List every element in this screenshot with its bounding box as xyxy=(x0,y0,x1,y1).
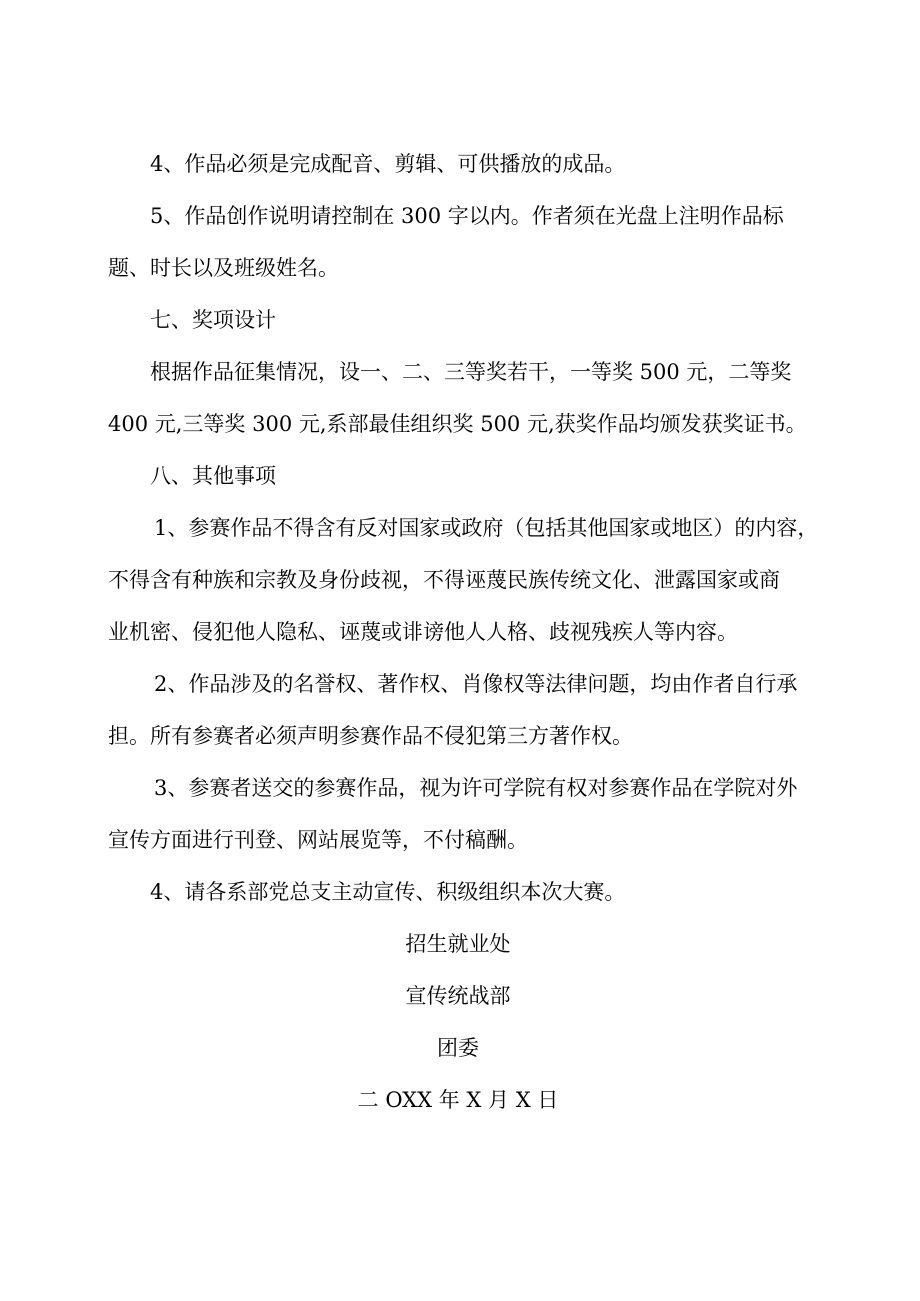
signature-org-publicity: 宣传统战部 xyxy=(405,984,511,1008)
document-body xyxy=(108,138,819,1126)
item-5-line-2: 题、时长以及班级姓名。 xyxy=(108,256,339,280)
other-item-1-line-1: 1、参赛作品不得含有反对国家或政府（包括其他国家或地区）的内容， xyxy=(154,516,819,540)
other-item-3-line-1: 3、参赛者送交的参赛作品，视为许可学院有权对参赛作品在学院对外 xyxy=(154,776,798,800)
other-item-3-line-2: 宣传方面进行刊登、网站展览等，不付稿酬。 xyxy=(108,828,528,852)
section-7-heading: 七、奖项设计 xyxy=(150,308,276,332)
awards-line-2: 400 元,三等奖 300 元,系部最佳组织奖 500 元,获奖作品均颁发获奖证书。 xyxy=(108,412,807,436)
other-item-4-line-1: 4、请各系部党总支主动宣传、积级组织本次大赛。 xyxy=(150,880,626,904)
awards-line-1: 根据作品征集情况，设一、二、三等奖若干，一等奖 500 元，二等奖 xyxy=(150,360,792,384)
item-5-line-1: 5、作品创作说明请控制在 300 字以内。作者须在光盘上注明作品标 xyxy=(150,204,784,228)
other-item-1-line-2: 不得含有种族和宗教及身份歧视，不得诬蔑民族传统文化、泄露国家或商 xyxy=(108,568,780,592)
section-8-heading: 八、其他事项 xyxy=(150,464,276,488)
signature-org-admissions: 招生就业处 xyxy=(405,932,511,956)
signature-block xyxy=(108,918,808,1126)
item-4-line-1: 4、作品必须是完成配音、剪辑、可供播放的成品。 xyxy=(150,152,626,176)
signature-org-youth-league: 团委 xyxy=(437,1036,479,1060)
other-item-2-line-2: 担。所有参赛者必须声明参赛作品不侵犯第三方著作权。 xyxy=(108,724,633,748)
signature-date: 二 OXX 年 X 月 X 日 xyxy=(357,1088,559,1112)
other-item-1-line-3: 业机密、侵犯他人隐私、诬蔑或诽谤他人人格、歧视残疾人等内容。 xyxy=(108,620,738,644)
other-item-2-line-1: 2、作品涉及的名誉权、著作权、肖像权等法律问题，均由作者自行承 xyxy=(154,672,798,696)
